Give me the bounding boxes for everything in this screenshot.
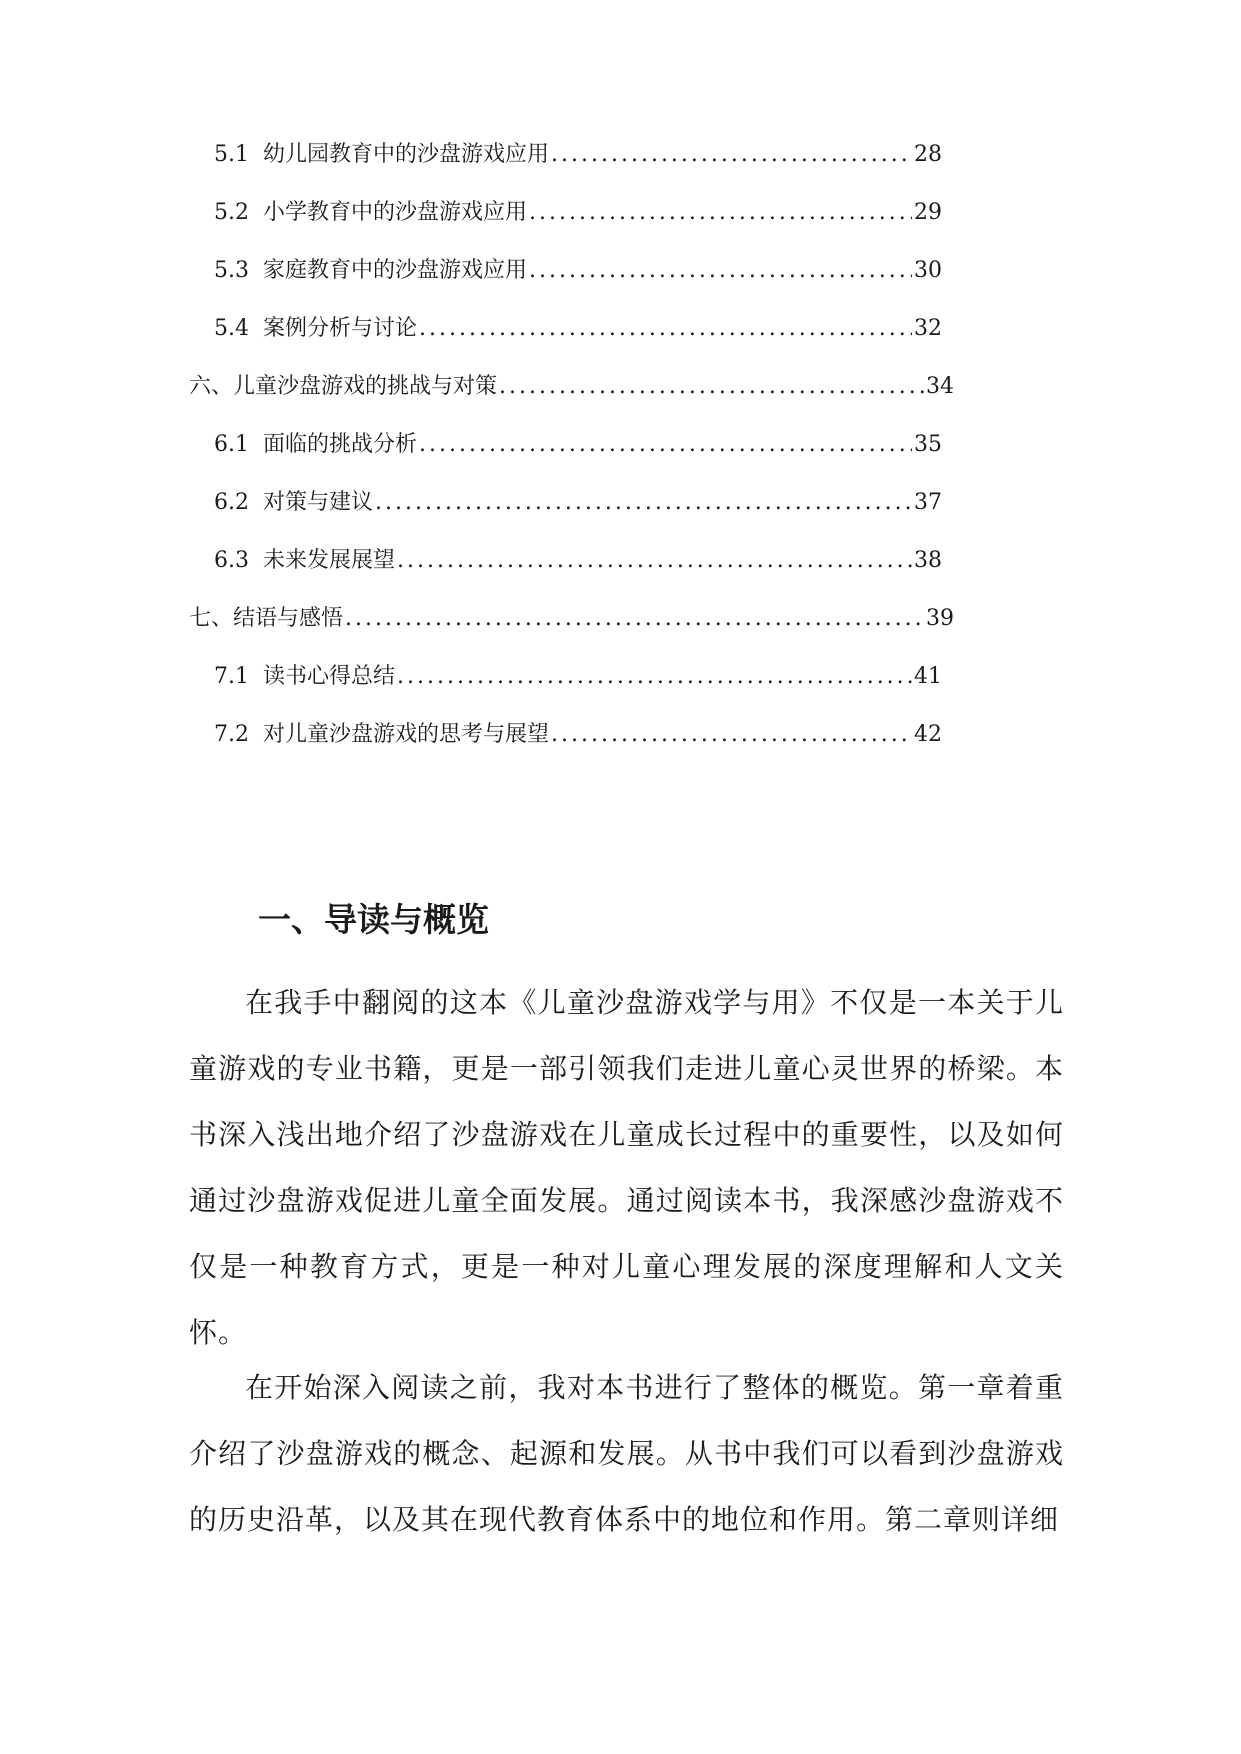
toc-entry-title: 幼儿园教育中的沙盘游戏应用 bbox=[263, 142, 550, 167]
toc-entry-page: 38 bbox=[914, 548, 942, 573]
toc-entry[interactable] bbox=[214, 660, 942, 694]
toc-chapter-entry[interactable] bbox=[189, 370, 954, 404]
toc-entry-number: 5.2 bbox=[214, 200, 249, 225]
toc-leader-dots bbox=[529, 196, 912, 230]
toc-leader-dots bbox=[397, 660, 912, 694]
toc-entry-title: 六、儿童沙盘游戏的挑战与对策 bbox=[189, 374, 498, 399]
toc-entry[interactable] bbox=[214, 138, 942, 172]
toc-entry-number: 6.1 bbox=[214, 432, 249, 457]
toc-entry[interactable] bbox=[214, 312, 942, 346]
toc-entry-title: 未来发展展望 bbox=[263, 548, 396, 573]
toc-leader-dots bbox=[529, 254, 912, 288]
toc-entry-title: 小学教育中的沙盘游戏应用 bbox=[263, 200, 528, 225]
toc-entry[interactable] bbox=[214, 428, 942, 462]
toc-leader-dots bbox=[551, 718, 912, 752]
toc-entry-page: 32 bbox=[914, 316, 942, 341]
toc-entry-page: 28 bbox=[914, 142, 942, 167]
toc-entry-title: 对策与建议 bbox=[263, 490, 374, 515]
toc-leader-dots bbox=[345, 602, 924, 636]
toc-entry-number: 5.3 bbox=[214, 258, 249, 283]
toc-entry-title: 七、结语与感悟 bbox=[189, 606, 344, 631]
toc-leader-dots bbox=[397, 544, 912, 578]
toc-entry-title: 案例分析与讨论 bbox=[263, 316, 418, 341]
toc-entry[interactable] bbox=[214, 196, 942, 230]
toc-leader-dots bbox=[551, 138, 912, 172]
toc-entry-title: 读书心得总结 bbox=[263, 664, 396, 689]
toc-entry[interactable] bbox=[214, 254, 942, 288]
section-heading: 一、导读与概览 bbox=[258, 900, 489, 939]
toc-chapter-entry[interactable] bbox=[189, 602, 954, 636]
toc-entry-page: 30 bbox=[914, 258, 942, 283]
toc-entry-number: 6.2 bbox=[214, 490, 249, 515]
toc-entry-number: 7.1 bbox=[214, 664, 249, 689]
toc-entry-number: 5.1 bbox=[214, 142, 249, 167]
body-paragraph: 在我手中翻阅的这本《儿童沙盘游戏学与用》不仅是一本关于儿童游戏的专业书籍，更是一部引领我们走进儿童心灵世界的桥梁。本书深入浅出地介绍了沙盘游戏在儿童成长过程中的重要性，以及如何通过沙盘游戏促进儿童全面发展。通过阅读本书，我深感沙盘游戏不仅是一种教育方式，更是一种对儿童心理发展的深度理解和人文关怀。 bbox=[189, 986, 1064, 1349]
toc-entry-title: 面临的挑战分析 bbox=[263, 432, 418, 457]
toc-leader-dots bbox=[419, 312, 912, 346]
toc-entry-page: 41 bbox=[914, 664, 942, 689]
toc-entry-page: 42 bbox=[914, 722, 942, 747]
toc-entry-number: 5.4 bbox=[214, 316, 249, 341]
toc-leader-dots bbox=[499, 370, 924, 404]
body-paragraph: 在开始深入阅读之前，我对本书进行了整体的概览。第一章着重介绍了沙盘游戏的概念、起源和发展。从书中我们可以看到沙盘游戏的历史沿革，以及其在现代教育体系中的地位和作用。第二章则详细 bbox=[189, 1371, 1064, 1536]
toc-leader-dots bbox=[419, 428, 912, 462]
toc-entry-page: 34 bbox=[926, 374, 954, 399]
toc-entry-number: 7.2 bbox=[214, 722, 249, 747]
toc-entry[interactable] bbox=[214, 718, 942, 752]
toc-entry-page: 29 bbox=[914, 200, 942, 225]
toc-entry[interactable] bbox=[214, 486, 942, 520]
toc-entry[interactable] bbox=[214, 544, 942, 578]
toc-entry-page: 37 bbox=[914, 490, 942, 515]
toc-entry-title: 对儿童沙盘游戏的思考与展望 bbox=[263, 722, 550, 747]
toc-entry-title: 家庭教育中的沙盘游戏应用 bbox=[263, 258, 528, 283]
toc-entry-number: 6.3 bbox=[214, 548, 249, 573]
toc-entry-page: 39 bbox=[926, 606, 954, 631]
toc-leader-dots bbox=[375, 486, 912, 520]
toc-entry-page: 35 bbox=[914, 432, 942, 457]
